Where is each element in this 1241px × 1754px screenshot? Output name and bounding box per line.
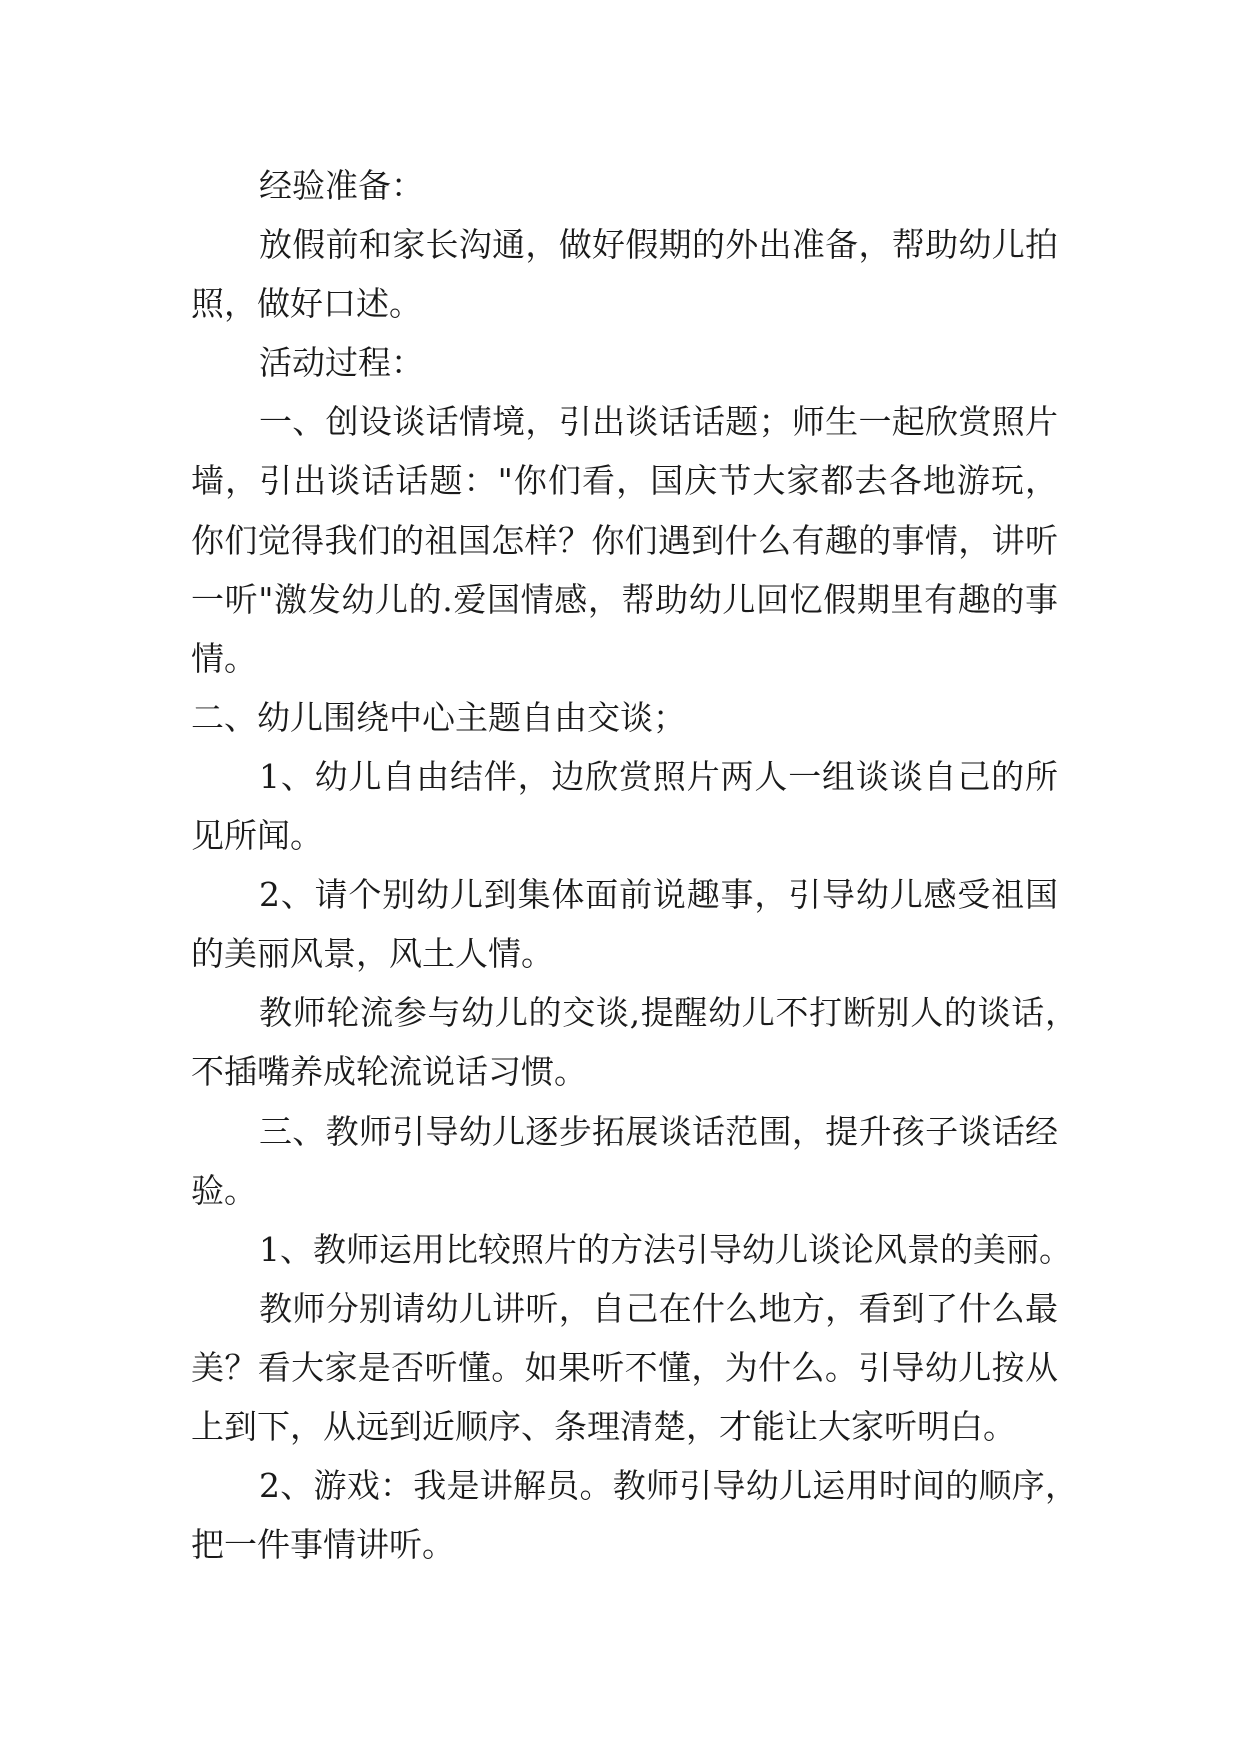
text-line: 情。 [191, 638, 257, 678]
paragraph [191, 1102, 1058, 1220]
text-line: 放假前和家长沟通，做好假期的外出准备，帮助幼儿拍 [259, 225, 1058, 265]
paragraph [191, 1456, 1078, 1574]
text-line: 经验准备： [259, 166, 424, 205]
text-line: 1、教师运用比较照片的方法引导幼儿谈论风景的美丽。 [259, 1229, 1072, 1269]
text-line: 美？看大家是否听懂。如果听不懂，为什么。引导幼儿按从 [191, 1347, 1058, 1387]
text-line: 一、创设谈话情境，引出谈话话题；师生一起欣赏照片 [259, 402, 1058, 442]
paragraph [191, 688, 1058, 747]
text-line: 2、游戏：我是讲解员。教师引导幼儿运用时间的顺序， [259, 1466, 1078, 1506]
text-line: 的美丽风景，风土人情。 [191, 934, 554, 974]
document-body [191, 156, 1078, 1574]
text-line: 1、幼儿自由结伴，边欣赏照片两人一组谈谈自己的所 [259, 756, 1058, 796]
paragraph [191, 865, 1058, 983]
text-line: 一听"激发幼儿的.爱国情感，帮助幼儿回忆假期里有趣的事 [191, 579, 1058, 619]
paragraph [191, 1220, 1072, 1279]
paragraph [191, 983, 1078, 1101]
text-line: 二、幼儿围绕中心主题自由交谈； [191, 697, 686, 737]
paragraph [191, 392, 1058, 687]
text-line: 活动过程： [259, 343, 424, 383]
text-line: 你们觉得我们的祖国怎样？你们遇到什么有趣的事情，讲听 [191, 520, 1058, 560]
text-line: 上到下，从远到近顺序、条理清楚，才能让大家听明白。 [191, 1406, 1016, 1446]
paragraph [191, 1279, 1058, 1456]
text-line: 教师分别请幼儿讲听，自己在什么地方，看到了什么最 [259, 1288, 1058, 1328]
text-line: 2、请个别幼儿到集体面前说趣事，引导幼儿感受祖国 [259, 875, 1058, 915]
text-line: 教师轮流参与幼儿的交谈,提醒幼儿不打断别人的谈话， [259, 993, 1078, 1033]
text-line: 三、教师引导幼儿逐步拓展谈话范围，提升孩子谈话经 [259, 1111, 1058, 1151]
text-line: 照，做好口述。 [191, 284, 422, 324]
text-line: 验。 [191, 1170, 257, 1210]
text-line: 墙，引出谈话话题："你们看，国庆节大家都去各地游玩， [191, 461, 1058, 501]
text-line: 不插嘴养成轮流说话习惯。 [191, 1052, 587, 1092]
text-line: 见所闻。 [191, 816, 323, 856]
paragraph [191, 747, 1058, 865]
paragraph [191, 215, 1058, 333]
paragraph-activity-process-heading [191, 333, 1058, 392]
text-line: 把一件事情讲听。 [191, 1525, 455, 1565]
paragraph-experience-prep-heading [191, 156, 1058, 215]
